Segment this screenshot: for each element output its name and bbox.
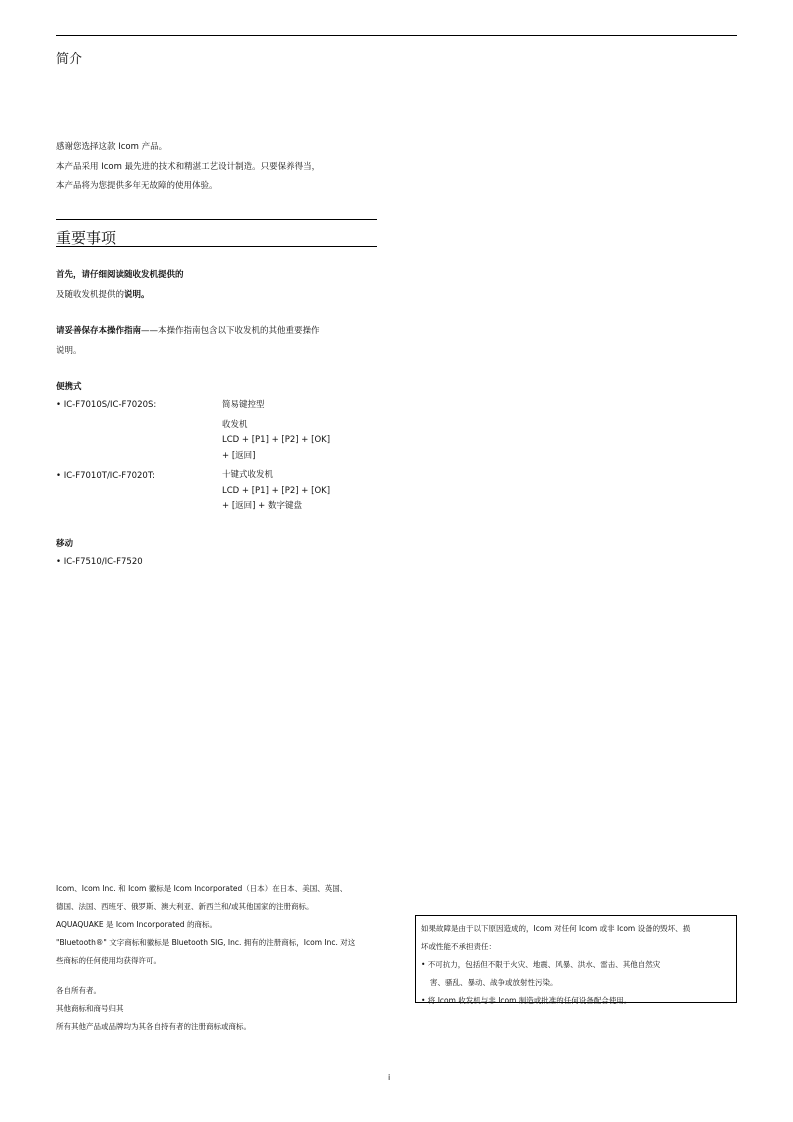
important-para2 xyxy=(56,321,386,361)
important-para2-bold: 请妥善保存本操作指南 xyxy=(56,326,142,336)
important-para1-line2-bold: 说明。 xyxy=(124,290,150,300)
portable-heading: 便携式 xyxy=(56,382,82,392)
notice-line: 害、骚乱、暴动、战争或放射性污染。 xyxy=(430,978,558,987)
important-para2-line2: 说明。 xyxy=(56,346,82,356)
top-rule xyxy=(56,35,737,36)
portable-item1-model: • IC-F7010S/IC-F7020S: xyxy=(56,400,157,410)
notice-line: • 不可抗力，包括但不限于火灾、地震、风暴、洪水、雷击、其他自然灾 xyxy=(421,960,661,969)
trademark-line: 其他商标和商号归其 xyxy=(56,1004,124,1013)
intro-line: 感谢您选择这款 Icom 产品。 xyxy=(56,142,168,152)
desc-line: 收发机 xyxy=(222,419,248,430)
trademark-line: AQUAQUAKE 是 Icom Incorporated 的商标。 xyxy=(56,920,217,929)
page-number: i xyxy=(388,1073,391,1082)
notice-line: 坏或性能不承担责任： xyxy=(421,942,496,951)
important-para2-rest: ——本操作指南包含以下收发机的其他重要操作 xyxy=(141,326,320,336)
trademark-spacer xyxy=(56,970,386,982)
notice-line: • 将 Icom 收发机与非 Icom 制造或批准的任何设备配合使用。 xyxy=(421,996,632,1005)
important-para1-line1: 首先，请仔细阅读随收发机提供的 xyxy=(56,270,184,280)
section-rule-bottom xyxy=(56,246,377,247)
desc-line: LCD + [P1] + [P2] + [OK] xyxy=(222,485,331,496)
trademark-line: 些商标的任何使用均获得许可。 xyxy=(56,956,161,965)
trademark-line: 所有其他产品或品牌均为其各自持有者的注册商标或商标。 xyxy=(56,1022,251,1031)
trademark-line: "Bluetooth®" 文字商标和徽标是 Bluetooth SIG, Inc. 拥有的注册商标，Icom Inc. 对这 xyxy=(56,938,356,947)
mobile-heading: 移动 xyxy=(56,539,74,549)
trademark-line: 各自所有者。 xyxy=(56,986,101,995)
desc-line: + [返回] + 数字键盘 xyxy=(222,501,302,511)
notice-line: 如果故障是由于以下原因造成的，Icom 对任何 Icom 或非 Icom 设备的毁坏、损 xyxy=(421,924,691,933)
desc-line: LCD + [P1] + [P2] + [OK] xyxy=(222,435,331,445)
desc-line: 简易键控型 xyxy=(222,400,265,410)
portable-item2-model: • IC-F7010T/IC-F7020T: xyxy=(56,471,155,481)
important-para1 xyxy=(56,265,386,305)
trademark-line: 德国、法国、西班牙、俄罗斯、澳大利亚、新西兰和/或其他国家的注册商标。 xyxy=(56,902,314,911)
liability-notice-box xyxy=(415,915,737,1003)
section-title-important: 重要事项 xyxy=(56,229,117,247)
trademark-line: Icom、Icom Inc. 和 Icom 徽标是 Icom Incorporated（日本）在日本、美国、英国、 xyxy=(56,884,348,893)
intro-line: 本产品采用 Icom 最先进的技术和精湛工艺设计制造。只要保养得当， xyxy=(56,161,321,172)
desc-line: + [返回] xyxy=(222,450,256,461)
intro-paragraph xyxy=(56,138,386,197)
page-header-title: 简介 xyxy=(56,52,83,67)
mobile-item1-model: • IC-F7510/IC-F7520 xyxy=(56,557,143,567)
important-para1-line2-pre: 及随收发机提供的 xyxy=(56,290,125,300)
desc-line: 十键式收发机 xyxy=(222,470,274,480)
trademarks-block xyxy=(56,880,386,1036)
section-rule-top xyxy=(56,219,377,220)
portable-item2-desc xyxy=(222,468,330,515)
intro-line: 本产品将为您提供多年无故障的使用体验。 xyxy=(56,181,218,191)
portable-item1-desc xyxy=(222,398,330,464)
